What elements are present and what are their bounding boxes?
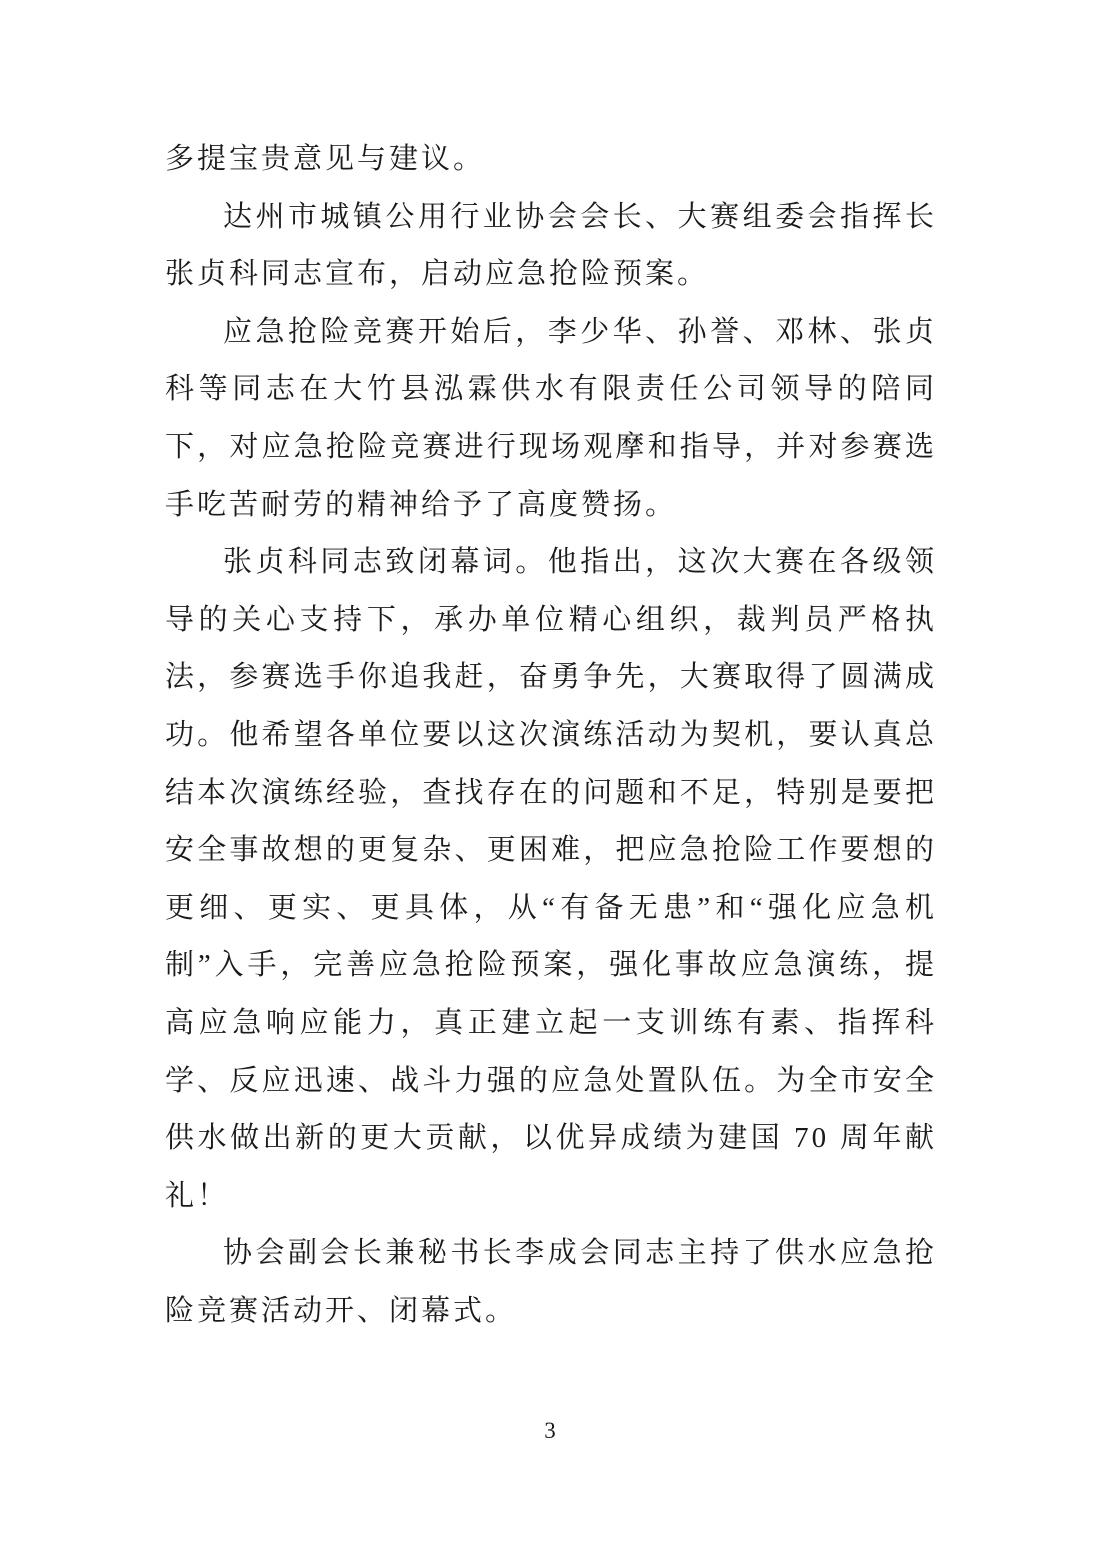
document-body bbox=[165, 131, 937, 1340]
paragraph-announcement: 达州市城镇公用行业协会会长、大赛组委会指挥长张贞科同志宣布，启动应急抢险预案。 bbox=[165, 200, 937, 291]
paragraph-closing-speech: 张贞科同志致闭幕词。他指出，这次大赛在各级领导的关心支持下，承办单位精心组织，裁判员严格执法，参赛选手你追我赶，奋勇争先，大赛取得了圆满成功。他希望各单位要以这次演练活动为契机，要认真总结本次演练经验，查找存在的问题和不足，特别是要把安全事故想的更复杂、更困难，把应急抢险工作要想的更细、更实、更具体，从“有备无患”和“强化应急机制”入手，完善应急抢险预案，强化事故应急演练，提高应急响应能力，真正建立起一支训练有素、指挥科学、反应迅速、战斗力强的应急处置队伍。为全市安全供水做出新的更大贡献，以优异成绩为建国 70 周年献礼！ bbox=[165, 546, 937, 1212]
paragraph-observation: 应急抢险竞赛开始后，李少华、孙誉、邓林、张贞科等同志在大竹县泓霖供水有限责任公司领导的陪同下，对应急抢险竞赛进行现场观摩和指导，并对参赛选手吃苦耐劳的精神给予了高度赞扬。 bbox=[165, 315, 937, 521]
paragraph-continuation: 多提宝贵意见与建议。 bbox=[165, 143, 486, 175]
paragraph-host: 协会副会长兼秘书长李成会同志主持了供水应急抢险竞赛活动开、闭幕式。 bbox=[165, 1237, 937, 1327]
page-number: 3 bbox=[544, 1418, 556, 1443]
